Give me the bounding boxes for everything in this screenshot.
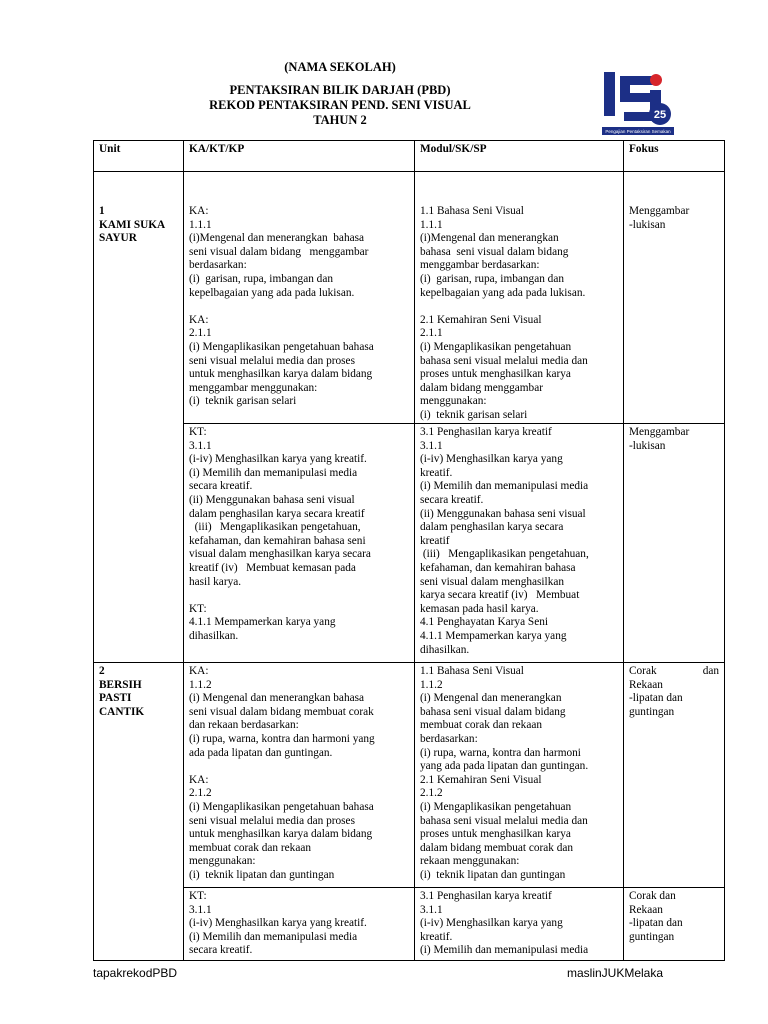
column-header-modul: Modul/SK/SP (415, 141, 624, 172)
cell-line: KA: (189, 205, 209, 217)
table-row (94, 663, 725, 888)
cell-line: KA: (189, 665, 209, 677)
cell-line: untuk menghasilkan karya dalam bidang (189, 368, 373, 381)
modul-cell (415, 663, 624, 888)
fokus-cell (624, 172, 725, 424)
cell-line: (i)Mengenal dan menerangkan bahasa (189, 232, 365, 245)
cell-line: BERSIH (99, 678, 142, 691)
cell-line: (i) teknik garisan selari (420, 408, 528, 421)
fokus-cell (624, 424, 725, 663)
cell-line: Corak dan (629, 890, 676, 902)
cell-line: 4.1.1 Mempamerkan karya yang (420, 629, 567, 642)
cell-line: 3.1.1 (189, 439, 212, 452)
column-header-ka-kt-kp: KA/KT/KP (184, 141, 415, 172)
table-row (94, 172, 725, 424)
cell-line: kefahaman, dan kemahiran bahasa seni (189, 534, 366, 547)
cell-line: (i) Memilih dan memanipulasi media (189, 930, 358, 943)
cell-line: kreatif (iv) Membuat kemasan pada (189, 561, 356, 574)
cell-line: (i)Mengenal dan menerangkan (420, 232, 559, 245)
cell-line: 3.1.1 (420, 903, 443, 916)
cell-line: CANTIK (99, 705, 145, 718)
cell-line: ada pada lipatan dan guntingan. (189, 746, 333, 759)
ka-kt-kp-cell (184, 663, 415, 888)
modul-cell (415, 888, 624, 961)
cell-line: membuat corak dan rekaan (420, 719, 543, 732)
cell-line: 1.1.1 (420, 218, 443, 231)
cell-line: seni visual melalui media dan proses (189, 814, 355, 827)
cell-line: 1.1 Bahasa Seni Visual (420, 205, 524, 217)
cell-line: karya secara kreatif (iv) Membuat (420, 589, 580, 602)
cell-line: bahasa seni visual dalam bidang (420, 245, 569, 258)
cell-line: 1.1.2 (420, 678, 443, 691)
cell-line: (i) Mengenal dan menerangkan bahasa (189, 692, 365, 705)
cell-line: SAYUR (99, 232, 137, 245)
cell-line: (i) rupa, warna, kontra dan harmoni (420, 746, 581, 759)
ka-kt-kp-cell (184, 172, 415, 424)
cell-line: 1.1 Bahasa Seni Visual (420, 665, 524, 677)
cell-line: kreatif. (420, 466, 453, 479)
cell-line: berdasarkan: (420, 732, 478, 745)
cell-line: Rekaan (629, 678, 663, 691)
cell-line: 4.1 Penghayatan Karya Seni (420, 616, 548, 629)
cell-line: 1.1.1 (189, 218, 212, 231)
cell-line: kreatif. (420, 930, 453, 943)
cell-line: -lipatan dan (629, 917, 683, 930)
cell-line: dalam bidang membuat corak dan (420, 841, 574, 854)
fokus-cell (624, 888, 725, 961)
cell-line: Menggambar (629, 426, 690, 438)
logo-number: 25 (653, 109, 667, 121)
modul-cell (415, 172, 624, 424)
cell-line: -lukisan (629, 218, 666, 231)
cell-line: (i) Mengaplikasikan pengetahuan bahasa (189, 340, 374, 353)
cell-line: (i-iv) Menghasilkan karya yang (420, 917, 563, 930)
document-subtitle: REKOD PENTAKSIRAN PEND. SENI VISUAL (209, 98, 471, 112)
cell-line: (i-iv) Menghasilkan karya yang kreatif. (189, 453, 367, 466)
fokus-lines (629, 679, 719, 720)
cell-line: bahasa seni visual melalui media dan (420, 814, 588, 827)
ka-kt-kp-cell (184, 888, 415, 961)
institution-logo (598, 66, 678, 138)
cell-line: Menggambar (629, 205, 690, 217)
cell-line: (i-iv) Menghasilkan karya yang (420, 453, 563, 466)
cell-line: 3.1 Penghasilan karya kreatif (420, 426, 552, 438)
cell-line: (i) Mengaplikasikan pengetahuan (420, 800, 572, 813)
cell-line (420, 300, 618, 314)
cell-line: hasil karya. (189, 575, 242, 588)
fokus-justified-line (629, 665, 719, 679)
cell-line: KA: (189, 773, 209, 786)
cell-line: dalam bidang menggambar (420, 381, 543, 394)
cell-line: Rekaan (629, 903, 663, 916)
cell-line: 3.1.1 (189, 903, 212, 916)
cell-line: bahasa seni visual melalui media dan (420, 354, 588, 367)
cell-line: kemasan pada hasil karya. (420, 602, 539, 615)
cell-line: untuk menghasilkan karya dalam bidang (189, 828, 373, 841)
cell-line: (i) Mengenal dan menerangkan (420, 692, 562, 705)
fokus-word: Corak (629, 665, 657, 677)
cell-line: KAMI SUKA (99, 218, 166, 231)
cell-line: visual dalam menghasilkan karya secara (189, 548, 371, 561)
cell-line: dalam penghasilan karya secara (420, 521, 564, 534)
cell-line: (i) teknik garisan selari (189, 395, 297, 408)
document-title: PENTAKSIRAN BILIK DARJAH (PBD) (229, 83, 451, 97)
cell-line: (iii) Mengaplikasikan pengetahuan, (420, 548, 589, 561)
cell-line: (i) Mengaplikasikan pengetahuan (420, 340, 572, 353)
cell-line: secara kreatif. (189, 480, 253, 493)
cell-line: kepelbagaian yang ada pada lukisan. (189, 286, 355, 299)
cell-line: KA: (189, 313, 209, 326)
cell-line: 4.1.1 Mempamerkan karya yang (189, 616, 336, 629)
cell-line: dan rekaan berdasarkan: (189, 719, 299, 732)
cell-line: 2.1.1 (420, 327, 443, 340)
cell-line: (i) Memilih dan memanipulasi media (420, 480, 589, 493)
cell-line: menggunakan: (420, 395, 487, 408)
cell-line: seni visual dalam menghasilkan (420, 575, 565, 588)
cell-line: (i-iv) Menghasilkan karya yang kreatif. (189, 917, 367, 930)
cell-line: bahasa seni visual dalam bidang (420, 705, 566, 718)
cell-line: (i) garisan, rupa, imbangan dan (420, 272, 564, 285)
cell-line: kefahaman, dan kemahiran bahasa (420, 561, 576, 574)
cell-line: proses untuk menghasilkan karya (420, 368, 571, 381)
cell-line: (ii) Menggunakan bahasa seni visual (189, 493, 355, 506)
cell-line: guntingan (629, 930, 675, 943)
cell-line: dihasilkan. (189, 629, 239, 642)
cell-line: 2.1.1 (189, 327, 212, 340)
cell-line: secara kreatif. (189, 944, 253, 957)
cell-line (189, 760, 409, 774)
cell-line: (i) rupa, warna, kontra dan harmoni yang (189, 732, 375, 745)
cell-line: seni visual dalam bidang membuat corak (189, 705, 374, 718)
cell-line: 1 (99, 205, 105, 217)
cell-line (189, 300, 409, 314)
unit-cell (94, 172, 184, 663)
cell-line: dalam penghasilan karya secara kreatif (189, 507, 365, 520)
cell-line: rekaan menggunakan: (420, 855, 520, 868)
table-header-row (94, 141, 725, 172)
footer-left-text: tapakrekodPBD (93, 966, 178, 980)
cell-line: (i) teknik lipatan dan guntingan (420, 868, 566, 881)
cell-line: KT: (189, 890, 207, 902)
cell-line: (i) teknik lipatan dan guntingan (189, 868, 335, 881)
cell-line: guntingan (629, 705, 675, 718)
column-header-fokus: Fokus (624, 141, 725, 172)
cell-line: KT: (189, 602, 207, 615)
cell-line: KT: (189, 426, 207, 438)
cell-line: menggambar berdasarkan: (420, 259, 540, 272)
cell-line: -lukisan (629, 439, 666, 452)
cell-line: dihasilkan. (420, 643, 470, 656)
cell-line: (iii) Mengaplikasikan pengetahuan, (189, 521, 361, 534)
cell-line: 2.1 Kemahiran Seni Visual (420, 773, 542, 786)
cell-line: seni visual melalui media dan proses (189, 354, 355, 367)
cell-line: (i) garisan, rupa, imbangan dan (189, 272, 333, 285)
modul-cell (415, 424, 624, 663)
cell-line: yang ada pada lipatan dan guntingan. (420, 760, 589, 773)
footer-right-text: maslinJUKMelaka (567, 966, 664, 980)
cell-line: (i) Memilih dan memanipulasi media (420, 944, 589, 957)
ka-kt-kp-cell (184, 424, 415, 663)
cell-line: 3.1.1 (420, 439, 443, 452)
cell-line: menggunakan: (189, 855, 256, 868)
table-row (94, 424, 725, 663)
cell-line: membuat corak dan rekaan (189, 841, 312, 854)
cell-line: berdasarkan: (189, 259, 247, 272)
cell-line: 2.1.2 (420, 787, 443, 800)
cell-line: (ii) Menggunakan bahasa seni visual (420, 507, 586, 520)
unit-cell (94, 663, 184, 961)
table-row (94, 888, 725, 961)
cell-line: 2.1.2 (189, 787, 212, 800)
cell-line: (i) Mengaplikasikan pengetahuan bahasa (189, 800, 374, 813)
cell-line: secara kreatif. (420, 493, 484, 506)
cell-line: seni visual dalam bidang menggambar (189, 245, 369, 258)
logo-caption: Pengajian Pentaksiran Semakan (605, 129, 671, 134)
cell-line: menggambar menggunakan: (189, 381, 318, 394)
cell-line (189, 589, 409, 603)
cell-line: kreatif (420, 534, 450, 547)
cell-line: 2.1 Kemahiran Seni Visual (420, 313, 542, 326)
fokus-word: dan (702, 665, 719, 677)
cell-line: PASTI (99, 692, 132, 705)
cell-line: 3.1 Penghasilan karya kreatif (420, 890, 552, 902)
assessment-record-table (93, 140, 725, 961)
cell-line: proses untuk menghasilkan karya (420, 828, 571, 841)
cell-line: 1.1.2 (189, 678, 212, 691)
document-year: TAHUN 2 (313, 113, 367, 127)
fokus-cell (624, 663, 725, 888)
column-header-unit: Unit (94, 141, 184, 172)
cell-line: 2 (99, 665, 105, 677)
cell-line: (i) Memilih dan memanipulasi media (189, 466, 358, 479)
cell-line: kepelbagaian yang ada pada lukisan. (420, 286, 586, 299)
cell-line: -lipatan dan (629, 692, 683, 705)
school-name: (NAMA SEKOLAH) (284, 60, 396, 74)
